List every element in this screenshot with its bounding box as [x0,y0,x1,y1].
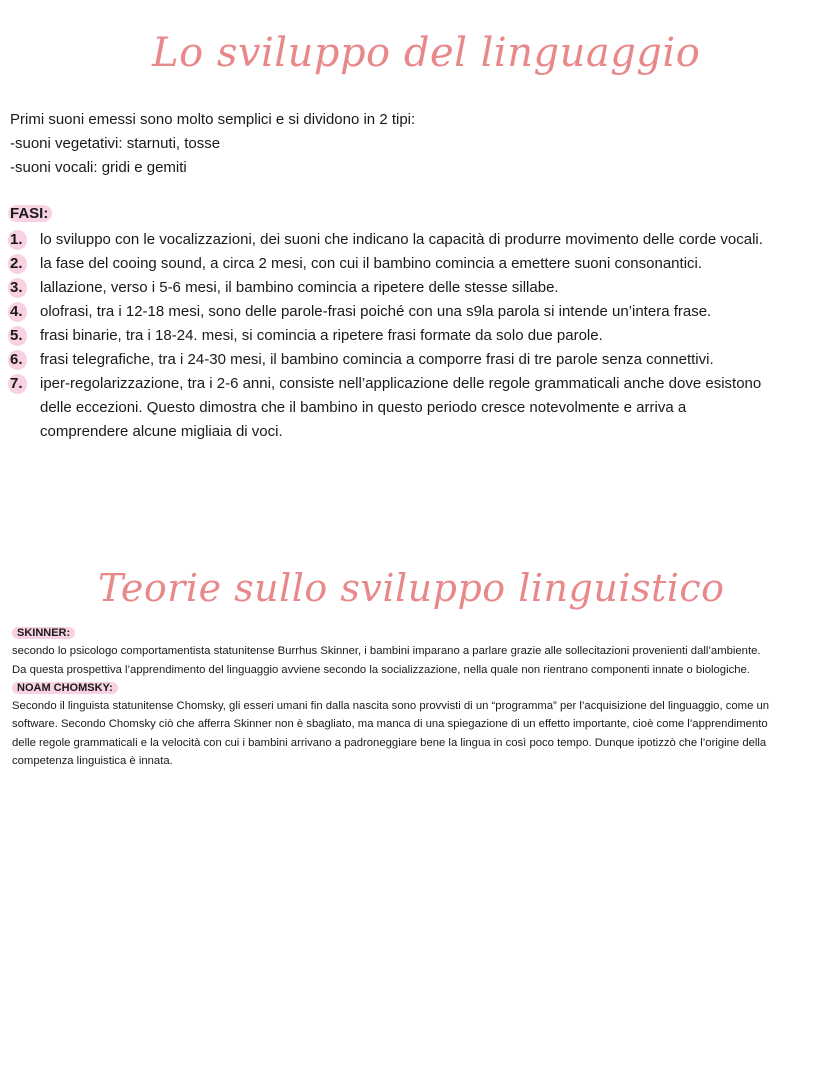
phase-number: 6. [8,350,27,370]
page-title: Lo sviluppo del linguaggio [152,30,701,76]
phase-item [8,276,778,300]
theories-section [12,624,772,770]
theory-block [12,679,772,770]
phase-number: 4. [8,302,27,322]
phase-text: frasi telegrafiche, tra i 24-30 mesi, il bambino comincia a comporre frasi di tre parole senza connettivi. [40,351,714,368]
phase-number: 7. [8,374,27,394]
phase-item [8,300,778,324]
phases-label: FASI: [8,205,52,222]
phases-label-wrap [8,204,52,224]
phase-text: olofrasi, tra i 12-18 mesi, sono delle parole-frasi poiché con una s9la parola si intende un’intera frase. [40,303,712,320]
phase-text: iper-regolarizzazione, tra i 2-6 anni, consiste nell’applicazione delle regole grammaticali anche dove esistono delle eccezioni. Questo dimostra che il bambino in questo periodo cresce notevolmente e arriva a comprendere alcune migliaia di voci. [40,375,762,440]
phase-text: la fase del cooing sound, a circa 2 mesi, con cui il bambino comincia a emettere suoni consonantici. [40,255,703,272]
phase-text: lallazione, verso i 5-6 mesi, il bambino comincia a ripetere delle stesse sillabe. [40,279,559,296]
theory-text: Secondo il linguista statunitense Chomsky, gli esseri umani fin dalla nascita sono provvisti di un “programma” per l’acquisizione del linguaggio, come un software. Secondo Chomsky ciò che afferra Skinner non è sbagliato, ma manca di una spiegazione di un effetto importante, cioè come l’apprendimento delle regole grammaticali e la velocità con cui i bambini arrivano a padroneggiare bene la lingua in così poco tempo. Dunque ipotizzò che l’origine della competenza linguistica è innata. [12,700,770,768]
phase-number: 5. [8,326,27,346]
phase-text: lo sviluppo con le vocalizzazioni, dei suoni che indicano la capacità di produrre movimento delle corde vocali. [40,231,763,248]
theory-text: secondo lo psicologo comportamentista statunitense Burrhus Skinner, i bambini imparano a parlare grazie alle sollecitazioni provenienti dall’ambiente. Da questa prospettiva l’apprendimento del linguaggio avviene secondo la socializzazione, nella quale non rientrano componenti innate o biologiche. [12,645,761,676]
phase-item [8,348,778,372]
phase-number: 1. [8,230,27,250]
section-title: Teorie sullo sviluppo linguistico [98,566,725,610]
theory-block [12,624,772,679]
intro-section [10,108,800,180]
phase-item [8,228,778,252]
phase-item [8,324,778,348]
intro-line: Primi suoni emessi sono molto semplici e si dividono in 2 tipi: [10,111,416,128]
phase-item [8,372,778,444]
intro-line: -suoni vegetativi: starnuti, tosse [10,135,221,152]
phases-list [8,228,778,444]
intro-line: -suoni vocali: gridi e gemiti [10,159,187,176]
phase-item [8,252,778,276]
phase-number: 3. [8,278,27,298]
theory-label: NOAM CHOMSKY: [12,682,118,694]
phase-text: frasi binarie, tra i 18-24. mesi, si comincia a ripetere frasi formate da solo due parole. [40,327,603,344]
theory-label: SKINNER: [12,627,75,639]
phase-number: 2. [8,254,27,274]
